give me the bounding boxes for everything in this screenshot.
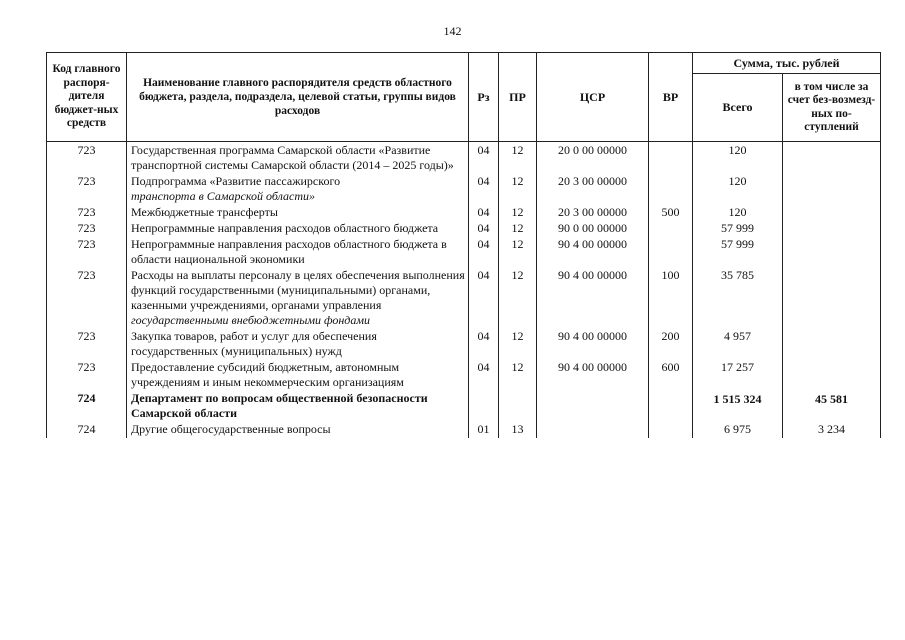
row-csr	[537, 422, 649, 438]
row-code: 724	[47, 391, 127, 422]
row-csr: 20 3 00 00000	[537, 174, 649, 205]
row-total: 6 975	[693, 422, 783, 438]
row-rz: 04	[469, 221, 499, 237]
row-name-text: Закупка товаров, работ и услуг для обеспечения государственных (муниципальных) нужд	[131, 329, 377, 358]
row-csr: 90 4 00 00000	[537, 360, 649, 391]
row-name-text: Государственная программа Самарской области «Развитие транспортной системы Самарской области (2014 – 2025 годы)»	[131, 143, 454, 172]
row-total: 57 999	[693, 221, 783, 237]
row-vr: 500	[649, 205, 693, 221]
row-code: 723	[47, 360, 127, 391]
row-rz	[469, 391, 499, 422]
row-rz: 04	[469, 268, 499, 329]
header-rz: Рз	[469, 53, 499, 142]
row-name-italic-text: государственными внебюджетными фондами	[131, 313, 371, 327]
table-row	[47, 268, 881, 329]
row-free: 3 234	[783, 422, 881, 438]
page-number: 142	[443, 24, 462, 38]
row-total: 35 785	[693, 268, 783, 329]
table-row	[47, 360, 881, 391]
row-csr: 20 0 00 00000	[537, 142, 649, 175]
row-pr: 12	[499, 360, 537, 391]
row-vr: 600	[649, 360, 693, 391]
row-total: 120	[693, 142, 783, 175]
row-pr	[499, 391, 537, 422]
row-name	[127, 237, 469, 268]
table-body	[47, 142, 881, 439]
row-vr	[649, 142, 693, 175]
table-header	[47, 53, 881, 142]
header-sum: Сумма, тыс. рублей	[693, 53, 881, 74]
row-code: 723	[47, 142, 127, 175]
row-total: 57 999	[693, 237, 783, 268]
row-pr: 12	[499, 174, 537, 205]
row-total: 120	[693, 174, 783, 205]
row-code: 724	[47, 422, 127, 438]
table-row	[47, 422, 881, 438]
row-code: 723	[47, 174, 127, 205]
row-name-text: Непрограммные направления расходов областного бюджета в области национальной экономики	[131, 237, 447, 266]
row-name	[127, 422, 469, 438]
row-csr: 90 4 00 00000	[537, 237, 649, 268]
row-csr	[537, 391, 649, 422]
row-name-italic-text: транспорта в Самарской области»	[131, 189, 315, 203]
table-row	[47, 142, 881, 175]
row-free	[783, 329, 881, 360]
row-rz: 04	[469, 329, 499, 360]
row-vr	[649, 174, 693, 205]
row-pr: 12	[499, 221, 537, 237]
row-rz: 04	[469, 174, 499, 205]
row-free: 45 581	[783, 391, 881, 422]
row-csr: 90 0 00 00000	[537, 221, 649, 237]
row-vr	[649, 422, 693, 438]
row-code: 723	[47, 237, 127, 268]
row-code: 723	[47, 268, 127, 329]
row-name-text: Межбюджетные трансферты	[131, 205, 278, 219]
header-name: Наименование главного распорядителя средств областного бюджета, раздела, подраздела, целевой статьи, группы видов расходов	[127, 53, 469, 142]
table-row	[47, 205, 881, 221]
row-code: 723	[47, 221, 127, 237]
row-vr: 100	[649, 268, 693, 329]
row-name	[127, 360, 469, 391]
row-name-text: Департамент по вопросам общественной безопасности Самарской области	[131, 391, 428, 420]
row-free	[783, 237, 881, 268]
row-csr: 90 4 00 00000	[537, 268, 649, 329]
row-name	[127, 205, 469, 221]
row-total: 4 957	[693, 329, 783, 360]
row-pr: 12	[499, 142, 537, 175]
row-total: 1 515 324	[693, 391, 783, 422]
row-name-text: Непрограммные направления расходов областного бюджета	[131, 221, 439, 235]
row-name	[127, 391, 469, 422]
row-name-text: Другие общегосударственные вопросы	[131, 422, 331, 436]
row-free	[783, 221, 881, 237]
row-total: 17 257	[693, 360, 783, 391]
row-vr: 200	[649, 329, 693, 360]
row-pr: 12	[499, 329, 537, 360]
row-rz: 04	[469, 142, 499, 175]
header-pr: ПР	[499, 53, 537, 142]
row-name	[127, 174, 469, 205]
table-row	[47, 391, 881, 422]
row-name	[127, 142, 469, 175]
row-rz: 04	[469, 360, 499, 391]
row-name	[127, 268, 469, 329]
row-pr: 12	[499, 205, 537, 221]
row-name-text: Расходы на выплаты персоналу в целях обеспечения выполнения функций государственными (муниципальными) органами, казенными учреждениями, органами управления	[131, 268, 465, 312]
row-vr	[649, 221, 693, 237]
row-name-text: Предоставление субсидий бюджетным, автономным учреждениям и иным некоммерческим организациям	[131, 360, 404, 389]
header-total: Всего	[693, 74, 783, 142]
header-csr: ЦСР	[537, 53, 649, 142]
row-code: 723	[47, 205, 127, 221]
row-free	[783, 360, 881, 391]
row-vr	[649, 391, 693, 422]
row-name	[127, 221, 469, 237]
table-row	[47, 329, 881, 360]
row-rz: 04	[469, 205, 499, 221]
row-pr: 13	[499, 422, 537, 438]
row-pr: 12	[499, 237, 537, 268]
header-free: в том числе за счет без-возмезд-ных по-ступлений	[783, 74, 881, 142]
row-free	[783, 174, 881, 205]
header-code: Код главного распоря-дителя бюджет-ных средств	[47, 53, 127, 142]
table-row	[47, 174, 881, 205]
budget-table	[46, 52, 881, 438]
row-code: 723	[47, 329, 127, 360]
row-rz: 04	[469, 237, 499, 268]
row-free	[783, 142, 881, 175]
row-pr: 12	[499, 268, 537, 329]
row-total: 120	[693, 205, 783, 221]
table-row	[47, 221, 881, 237]
row-vr	[649, 237, 693, 268]
table-row	[47, 237, 881, 268]
row-free	[783, 268, 881, 329]
row-rz: 01	[469, 422, 499, 438]
row-csr: 90 4 00 00000	[537, 329, 649, 360]
row-name-text: Подпрограмма «Развитие пассажирского	[131, 174, 341, 188]
row-name	[127, 329, 469, 360]
row-csr: 20 3 00 00000	[537, 205, 649, 221]
row-free	[783, 205, 881, 221]
header-vr: ВР	[649, 53, 693, 142]
